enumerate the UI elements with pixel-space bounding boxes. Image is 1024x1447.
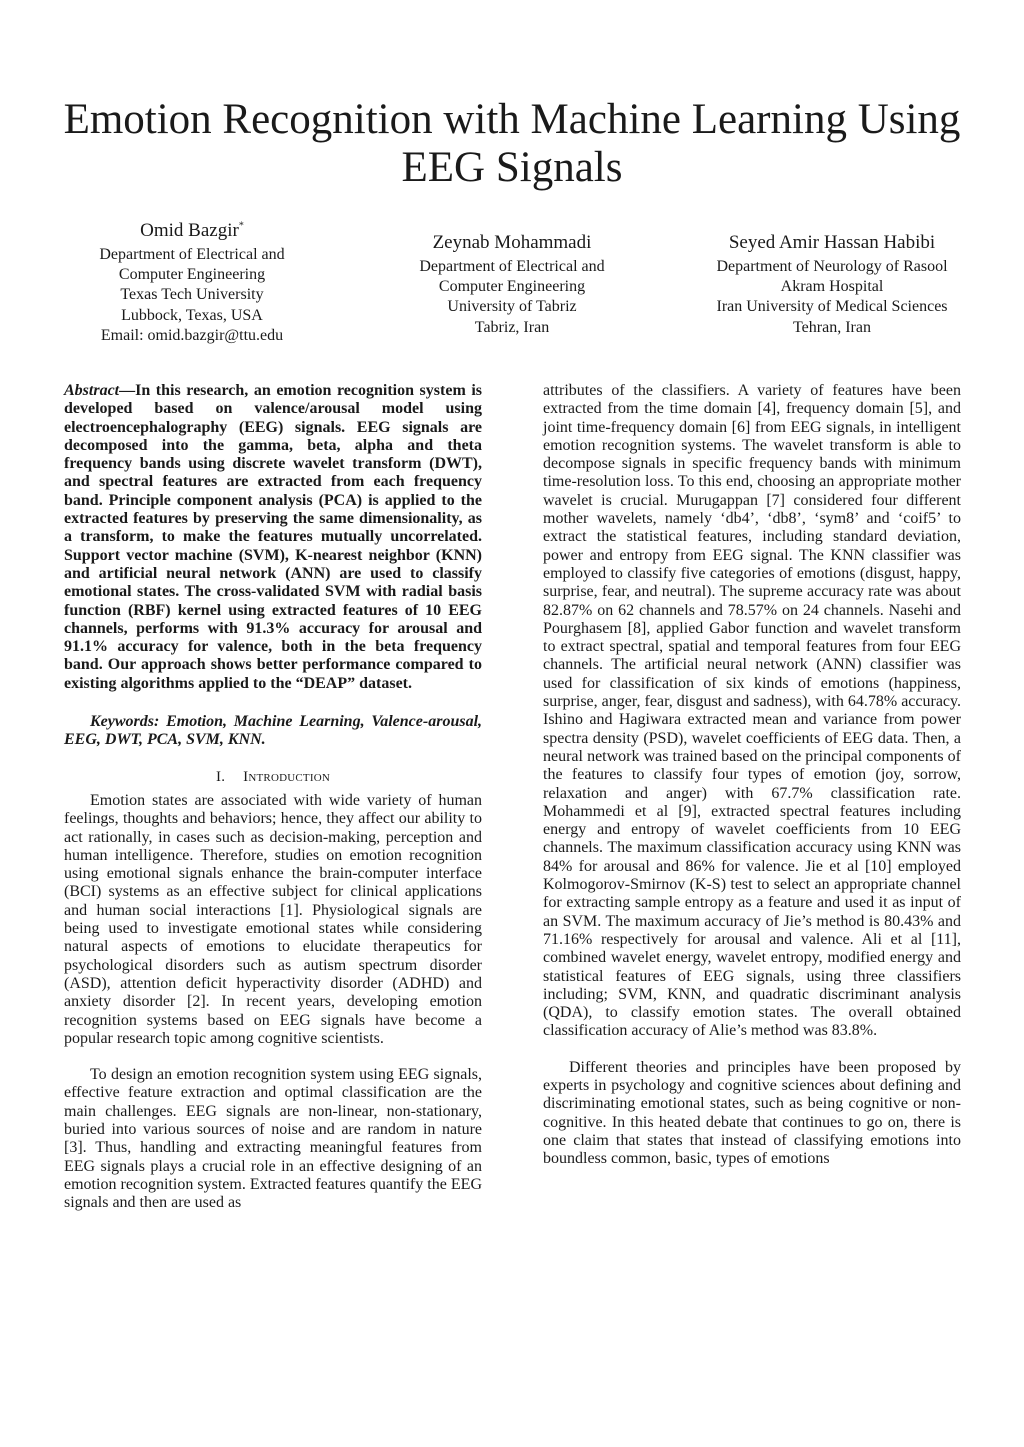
right-column [543, 382, 961, 1168]
author-affiliation-line: Computer Engineering [118, 266, 266, 284]
abstract-label: Abstract [64, 382, 120, 399]
keywords-label: Keywords: [90, 713, 160, 731]
author-affiliation-line: Department of Electrical and [99, 246, 285, 263]
author-affiliation-line: Department of Electrical and [419, 258, 605, 275]
author-name-text: Seyed Amir Hassan Habibi [728, 232, 936, 253]
body-paragraph: To design an emotion recognition system using EEG signals, effective feature extraction and optimal classification are the main challenges. EEG signals are non-linear, non-stationary, buried into various sources of noise and are random in nature [3]. Thus, handling and extracting meaningful features from EEG signals plays a crucial role in an effective designing of an emotion recognition system. Extracted features quantify the EEG signals and then are used as [64, 1066, 482, 1212]
author-affiliation-line: University of Tabriz [447, 298, 577, 316]
author-affiliation-line: Texas Tech University [120, 286, 264, 304]
author-name-text: Zeynab Mohammadi [432, 232, 592, 253]
keywords-text: Emotion, Machine Learning, Valence-arousal, EEG, DWT, PCA, SVM, KNN. [64, 713, 483, 749]
paper-title-line-1: Emotion Recognition with Machine Learning Using [63, 96, 961, 143]
author-block-2 [362, 231, 662, 338]
body-paragraph: Different theories and principles have been proposed by experts in psychology and cognitive sciences about defining and discriminating emotional states, such as being cognitive or non-cognitive. In this heated debate that continues to go on, there is one claim that states that instead of classifying emotions into boundless common, basic, types of emotions [543, 1058, 961, 1168]
paper-title-line-2: EEG Signals [401, 144, 623, 191]
author-name [42, 219, 342, 243]
paper-title [40, 96, 984, 192]
author-block-3 [682, 231, 982, 338]
abstract-dash: — [119, 382, 136, 399]
section-title-rest: ntroduction [248, 768, 330, 785]
author-affiliation-line: Tehran, Iran [793, 318, 871, 336]
author-affiliation-line: Akram Hospital [780, 278, 884, 296]
author-mark: * [238, 220, 244, 232]
author-name [362, 231, 662, 255]
author-block-1 [42, 219, 342, 346]
section-title-initial: I [243, 768, 249, 785]
left-column [64, 382, 482, 1212]
author-affiliation-line: Lubbock, Texas, USA [121, 306, 263, 324]
keywords [64, 713, 482, 750]
author-affiliation-line: Department of Neurology of Rasool [716, 258, 948, 275]
author-name-text: Omid Bazgir [140, 220, 239, 241]
body-paragraph: attributes of the classifiers. A variety of features have been extracted from the time domain [4], frequency domain [5], and joint time-frequency domain [6] from EEG signals, in intelligent emotion recognition systems. The wavelet transform is able to decompose signals in specific frequency bands with minimum time-resolution loss. To this end, choosing an appropriate mother wavelet is crucial. Murugappan [7] considered four different mother wavelets, namely ‘db4’, ‘db8’, ‘sym8’ and ‘coif5’ to extract the statistical features, including standard deviation, power and entropy from EEG signal. The KNN classifier was employed to classify five categories of emotions (disgust, happy, surprise, fear, and neutral). The supreme accuracy rate was about 82.87% on 62 channels and 78.57% on 24 channels. Nasehi and Pourghasem [8], applied Gabor function and wavelet transform to extract spectral, spatial and temporal features from four EEG channels. The artificial neural network (ANN) classifier was used for classification of six kinds of emotions (happiness, surprise, anger, fear, disgust and sadness), with 64.78% accuracy. Ishino and Hagiwara extracted mean and variance from power spectra density (PSD), wavelet coefficients of EEG data. Then, a neural network was trained based on the principal components of the features to classify four types of emotion (joy, sorrow, relaxation and anger) with 67.7% classification rate. Mohammedi et al [9], extracted spectral features including energy and entropy of wavelet coefficients from 10 EEG channels. The maximum classification accuracy using KNN was 84% for arousal and 86% for valence. Jie et al [10] employed Kolmogorov-Smirnov (K-S) test to select an appropriate channel for extracting sample entropy as a feature and used it as input of an SVM. The maximum accuracy of Jie’s method is 80.43% and 71.16% respectively for arousal and valence. Ali et al [11], combined wavelet energy, wavelet entropy, modified energy and statistical features of EEG signals, using three classifiers including; SVM, KNN, and quadratic discriminant analysis (QDA), to classify emotion states. The overall obtained classification accuracy of Alie’s method was 83.8%. [543, 382, 961, 1040]
author-affiliation-line: Tabriz, Iran [474, 318, 550, 336]
section-heading-introduction [64, 768, 482, 786]
author-affiliation-line: Iran University of Medical Sciences [716, 298, 948, 316]
abstract-text: In this research, an emotion recognition system is developed based on valence/arousal model using electroencephalography (EEG) signals. EEG signals are decomposed into the gamma, beta, alpha and theta frequency bands using discrete wavelet transform (DWT), and spectral features are extracted from each frequency band. Principle component analysis (PCA) is applied to the extracted features by preserving the same dimensionality, as a transform, to make the features mutually uncorrelated. Support vector machine (SVM), K-nearest neighbor (KNN) and artificial neural network (ANN) are used to classify emotional states. The cross-validated SVM with radial basis function (RBF) kernel using extracted features of 10 EEG channels, performs with 91.3% accuracy for arousal and 91.1% accuracy for valence, both in the beta frequency band. Our approach shows better performance compared to existing algorithms applied to the “DEAP” dataset. [64, 382, 482, 692]
author-affiliation-line: Computer Engineering [438, 278, 586, 296]
body-paragraph: Emotion states are associated with wide variety of human feelings, thoughts and behaviors; hence, they affect our ability to act rationally, in cases such as decision-making, perception and human intelligence. Therefore, studies on emotion recognition using emotional signals enhance the brain-computer interface (BCI) systems as an effective subject for clinical applications and human social interactions [1]. Physiological signals are being used to investigate emotional states while considering natural aspects of emotions to elucidate therapeutics for psychological disorders such as autism spectrum disorder (ASD), attention deficit hyperactivity disorder (ADHD) and anxiety disorder [2]. In recent years, developing emotion recognition systems based on EEG signals have become a popular research topic among cognitive scientists. [64, 791, 482, 1047]
section-number: I. [216, 768, 226, 785]
abstract [64, 382, 482, 693]
author-name [682, 231, 982, 255]
author-email: Email: omid.bazgir@ttu.edu [100, 326, 284, 344]
